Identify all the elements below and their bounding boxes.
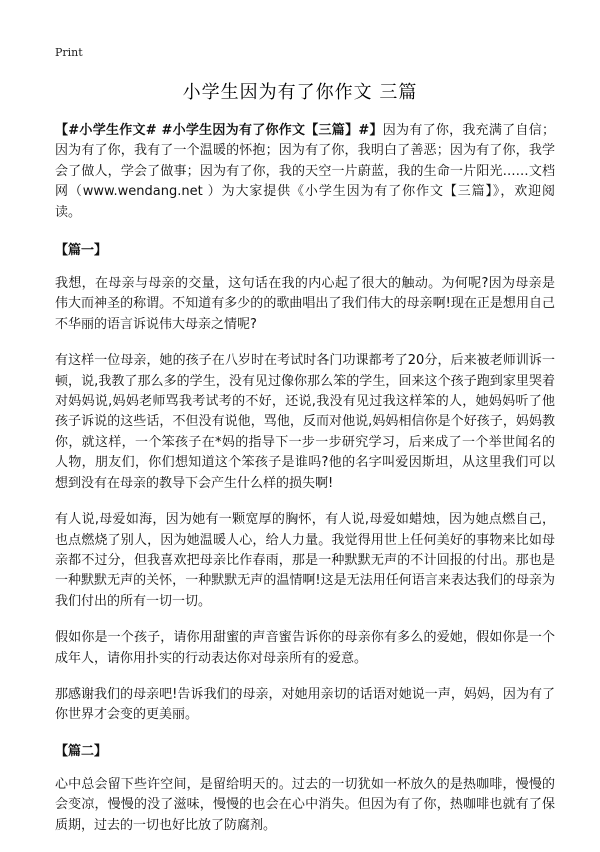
document-title: 小学生因为有了你作文 三篇: [182, 82, 418, 103]
intro-text: 因为有了你，我充满了自信；因为有了你，我有了一个温暖的怀抱；因为有了你，我明白了善恶；因为有了你，我学会了做人，学会了做事；因为有了你，我的天空一片蔚蓝，我的生命一片阳光……文档网（www.wendang.net ）为大家提供《小学生因为有了你作文【三篇】》，欢迎阅读。: [55, 123, 555, 220]
print-label[interactable]: Print: [55, 46, 83, 59]
section1-paragraph-3: 有人说,母爱如海，因为她有一颗宽厚的胸怀，有人说,母爱如蜡烛，因为她点燃自己，也点燃烧了别人，因为她温暖人心，给人力量。我觉得用世上任何美好的事物来比如母亲都不过分，但我喜欢把母亲比作春雨，那是一种默默无声的不计回报的付出。那也是一种默默无声的关怀，一种默默无声的温情啊!这是无法用任何语言来表达我们的母亲为我们付出的所有一切一切。: [55, 512, 555, 609]
section1-paragraph-5: 那感谢我们的母亲吧!告诉我们的母亲，对她用亲切的话语对她说一声，妈妈，因为有了你世界才会变的更美丽。: [55, 686, 555, 723]
section2-paragraph-1: 心中总会留下些许空间，是留给明天的。过去的一切犹如一杯放久的是热咖啡，慢慢的会变凉，慢慢的没了滋味，慢慢的也会在心中消失。但因为有了你，热咖啡也就有了保质期，过去的一切也好比放了防腐剂。: [55, 776, 555, 833]
intro-tag: 【#小学生作文# #小学生因为有了你作文【三篇】#】: [55, 123, 383, 138]
section1-paragraph-2: 有这样一位母亲，她的孩子在八岁时在考试时各门功课都考了20分，后来被老师训诉一顿，说,我教了那么多的学生，没有见过像你那么笨的学生，回来这个孩子跑到家里哭着对妈妈说,妈妈老师骂我考试考的不好，还说,我没有见过我这样笨的人，她妈妈听了他孩子诉说的这些话，不但没有说他，骂他，反而对他说,妈妈相信你是个好孩子，妈妈教你，就这样，一个笨孩子在*妈的指导下一步一步研究学习，后来成了一个举世闻名的人物，朋友们，你们想知道这个笨孩子是谁吗?他的名字叫爱因斯坦，从这里我们可以想到没有在母亲的教导下会产生什么样的损失啊!: [55, 353, 555, 491]
section-heading-2: 【篇二】: [55, 743, 108, 759]
section1-paragraph-4: 假如你是一个孩子，请你用甜蜜的声音蜜告诉你的母亲你有多么的爱她，假如你是一个成年人，请你用扑实的行动表达你对母亲所有的爱意。: [55, 630, 555, 666]
section1-paragraph-1: 我想，在母亲与母亲的交量，这句话在我的内心起了很大的触动。为何呢?因为母亲是伟大而神圣的称谓。不知道有多少的的歌曲唱出了我们伟大的母亲啊!现在正是想用自己不华丽的语言诉说伟大母亲之情呢?: [55, 276, 555, 332]
section-heading-1: 【篇一】: [55, 243, 108, 259]
document-body: [55, 121, 555, 852]
intro-paragraph: [55, 121, 555, 223]
